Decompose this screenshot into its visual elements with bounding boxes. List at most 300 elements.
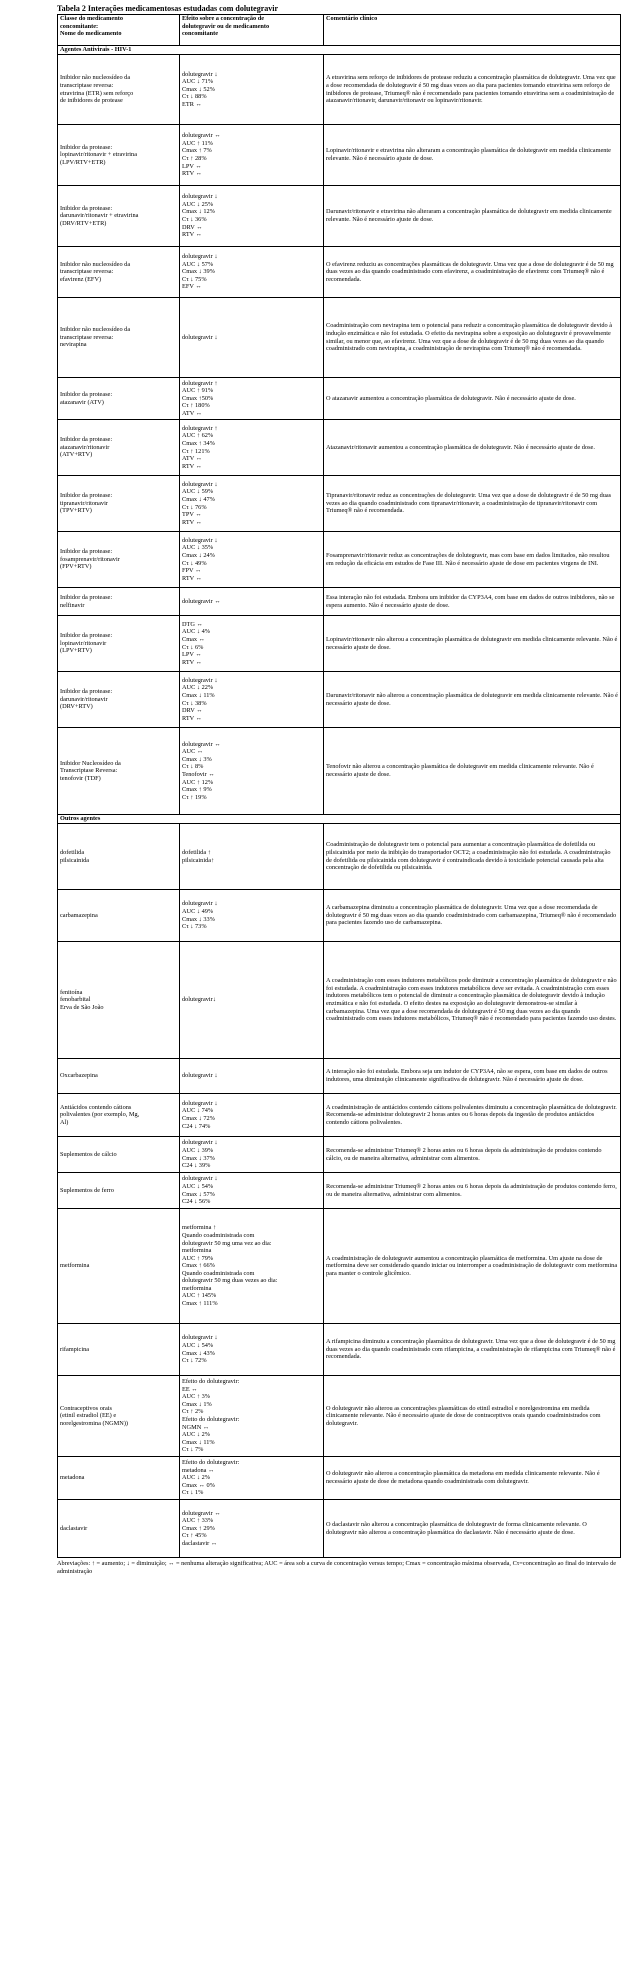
effect-line: Cτ ↑ 45% [182, 1532, 207, 1540]
effect-line: Cτ ↓ 73% [182, 923, 207, 931]
effect-line: Cmax ↑ 7% [182, 147, 212, 155]
drug-cell [58, 1173, 180, 1209]
effect-line: RTV ↔ [182, 518, 202, 526]
comment-cell [324, 588, 621, 616]
effect-cell [180, 1094, 324, 1137]
drug-cell [58, 1376, 180, 1457]
table-row [58, 728, 621, 815]
clinical-comment: Atazanavir/ritonavir aumentou a concentração plasmática de dolutegravir. Não é necessário ajuste de dose. [326, 443, 595, 451]
header-line: concomitante [182, 30, 219, 38]
effect-line: Cmax ↓ 47% [182, 495, 215, 503]
drug-name-line: Inibidor não nucleosídeo da [60, 260, 131, 268]
effect-line: Cmax ↓ 37% [182, 1154, 215, 1162]
clinical-comment: Coadministração com nevirapina tem o potencial para reduzir a concentração plasmática de dolutegravir devido à indução enzimática e não foi estudada. O efeito da nevirapina sobre a exposição ao dolutegravir é provavelmente similar, ou menor que, ao efavirenz. Uma vez que a dose de dolutegravir é de 50 mg duas vezes ao dia quando coadministrado com nevirapina, a coadministração de nevirapina com Triumeq® não é recomendada. [326, 322, 613, 353]
clinical-comment: A coadministração de dolutegravir aumentou a concentração plasmática de metformina. Um ajuste na dose de metformina deve ser considerado quando iniciar ou interromper a coadministração de dolutegravir com metformina para manter o controle glicêmico. [326, 1254, 618, 1277]
header-effect [180, 15, 324, 46]
effect-line: metadona ↔ [182, 1466, 215, 1474]
effect-line: AUC ↓ 71% [182, 78, 214, 86]
clinical-comment: O dolutegravir não alterou as concentrações plasmáticas do etinil estradiol e norelgestromina em medida clinicamente relevante. Não é necessário ajuste de dose de contraceptivos orais quando coadministrados com dolutegravir. [326, 1404, 601, 1427]
drug-name-line: Inibidor Nucleosídeo da [60, 759, 121, 767]
drug-cell [58, 420, 180, 476]
drug-name-line: (TPV+RTV) [60, 507, 92, 515]
header-line: Comentário clínico [326, 15, 378, 22]
effect-line: dolutegravir ↓ [182, 333, 218, 341]
section-header-row [58, 46, 621, 55]
effect-line: FPV ↔ [182, 567, 202, 575]
drug-name-line: darunavir/ritonavir + etravirina [60, 212, 139, 220]
effect-cell [180, 1457, 324, 1500]
interactions-table [57, 14, 621, 1558]
drug-name-line: Inibidor da protease: [60, 436, 113, 444]
effect-line: Cτ ↑ 28% [182, 155, 207, 162]
effect-line: RTV ↔ [182, 714, 202, 722]
effect-line: Cmax ↓ 1% [182, 1400, 212, 1408]
effect-cell [180, 588, 324, 616]
drug-cell [58, 298, 180, 378]
footnote: Abreviações: ↑ = aumento; ↓ = diminuição; ↔ = nenhuma alteração significativa; AUC = área sob a curva de concentração versus tempo; Cmax = concentração máxima observada, Cτ=concentração ao final do intervalo de administração [57, 1560, 617, 1575]
effect-line: LPV ↔ [182, 651, 202, 659]
drug-cell [58, 942, 180, 1059]
effect-line: Cτ ↓ 72% [182, 1357, 207, 1365]
effect-line: dolutegravir ↔ [182, 132, 221, 140]
drug-name-line: transcriptase reversa: [60, 333, 114, 341]
effect-cell [180, 942, 324, 1059]
table-row [58, 824, 621, 890]
effect-line: DRV ↔ [182, 707, 203, 715]
drug-name-line: Inibidor da protease: [60, 688, 113, 696]
effect-line: Quando coadministrada com [182, 1269, 255, 1277]
table-row [58, 1094, 621, 1137]
effect-line: Cmax ↓ 24% [182, 551, 215, 559]
table-row [58, 55, 621, 125]
clinical-comment: Lopinavir/ritonavir e etravirina não alteraram a concentração plasmática de dolutegravir em medida clinicamente relevante. Não é necessário ajuste de dose. [326, 147, 611, 162]
clinical-comment: A coadministração com esses indutores metabólicos pode diminuir a concentração plasmática de dolutegravir e não foi estudada. A coadministração com esses indutores metabólicos deve ser evitada. A coadministração com esses indutores metabólicos tem o potencial de diminuir a concentração plasmática de dolutegravir devido à indução enzimática e não foi estudada. O efeito destes na exposição ao dolutegravir demonstrou-se similar à carbamazepina. Uma vez que a dose recomendada de dolutegravir é 50 mg duas vezes ao dia quando coadministrado com esses indutores metabólicos, Triumeq® não é recomendado para pacientes fazendo uso destes. [326, 977, 617, 1023]
drug-cell [58, 55, 180, 125]
comment-cell [324, 1324, 621, 1376]
comment-cell [324, 476, 621, 532]
drug-cell [58, 588, 180, 616]
effect-cell [180, 824, 324, 890]
table-row [58, 476, 621, 532]
effect-line: ETR ↔ [182, 100, 202, 108]
effect-line: Cτ ↓ 76% [182, 503, 207, 511]
effect-line: dolutegravir ↓ [182, 1072, 218, 1080]
drug-name-line: transcriptase reversa: [60, 81, 114, 89]
effect-cell [180, 298, 324, 378]
comment-cell [324, 942, 621, 1059]
drug-cell [58, 824, 180, 890]
effect-line: TPV ↔ [182, 511, 202, 519]
effect-line: AUC ↑ 62% [182, 432, 214, 440]
drug-name-line: Suplementos de ferro [60, 1186, 114, 1194]
drug-cell [58, 186, 180, 247]
drug-cell [58, 672, 180, 728]
effect-line: metformina [182, 1247, 212, 1255]
table-row [58, 616, 621, 672]
comment-cell [324, 1059, 621, 1094]
comment-cell [324, 1500, 621, 1558]
effect-line: Quando coadministrada com [182, 1232, 255, 1240]
drug-cell [58, 890, 180, 942]
header-line: concomitante: [60, 22, 99, 30]
effect-line: dolutegravir ↓ [182, 193, 218, 201]
effect-line: EFV ↔ [182, 283, 202, 291]
comment-cell [324, 1376, 621, 1457]
effect-line: Cmax ↓ 52% [182, 85, 215, 93]
drug-name-line: Inibidor não nucleosídeo da [60, 74, 131, 82]
effect-line: AUC ↑ 91% [182, 387, 214, 395]
effect-line: dolutegravir ↔ [182, 597, 221, 605]
effect-line: Cτ ↑ 121% [182, 447, 210, 455]
effect-line: AUC ↓ 4% [182, 628, 210, 636]
effect-line: Cmax ↓ 3% [182, 755, 212, 763]
effect-cell [180, 378, 324, 420]
effect-cell [180, 616, 324, 672]
effect-cell [180, 1500, 324, 1558]
comment-cell [324, 1209, 621, 1324]
effect-line: Cτ ↓ 1% [182, 1489, 204, 1497]
effect-line: AUC ↓ 25% [182, 200, 214, 208]
clinical-comment: Darunavir/ritonavir não alterou a concentração plasmática de dolutegravir em medida clinicamente relevante. Não é necessário ajuste de dose. [326, 691, 618, 707]
drug-name-line: (DRV/RTV+ETR) [60, 219, 107, 227]
effect-line: ATV ↔ [182, 409, 203, 417]
effect-line: AUC ↓ 2% [182, 1431, 210, 1439]
comment-cell [324, 378, 621, 420]
drug-name-line: de inibidores de protease [60, 97, 123, 105]
comment-cell [324, 728, 621, 815]
effect-cell [180, 55, 324, 125]
effect-line: Cmax ↓ 57% [182, 1190, 215, 1198]
effect-line: AUC ↓ 59% [182, 488, 214, 496]
drug-cell [58, 1457, 180, 1500]
drug-cell [58, 378, 180, 420]
table-row [58, 588, 621, 616]
drug-name-line: lopinavir/ritonavir + etravirina [60, 151, 137, 159]
header-line: Nome do medicamento [60, 30, 122, 38]
table-row [58, 942, 621, 1059]
effect-line: AUC ↑ 33% [182, 1517, 214, 1525]
effect-cell [180, 1376, 324, 1457]
comment-cell [324, 1094, 621, 1137]
clinical-comment: A rifampicina diminuiu a concentração plasmática de dolutegravir. Uma vez que a dose de dolutegravir é de 50 mg duas vezes ao dia quando coadministrado com rifampicina, a coadministração de rifampicina com Triumeq® não é recomendada. [326, 1338, 616, 1361]
effect-line: dolutegravir ↓ [182, 676, 218, 684]
drug-name-line: tipranavir/ritonavir [60, 499, 108, 507]
effect-cell [180, 1059, 324, 1094]
table-row [58, 247, 621, 298]
drug-cell [58, 532, 180, 588]
comment-cell [324, 532, 621, 588]
effect-line: AUC ↔ [182, 748, 204, 756]
section-title: Agentes Antivirais - HIV-1 [58, 46, 621, 55]
header-line: dolutegravir ou de medicamento [182, 22, 270, 30]
drug-name-line: (LPV+RTV) [60, 647, 92, 655]
effect-cell [180, 186, 324, 247]
drug-name-line: lopinavir/ritonavir [60, 639, 107, 647]
effect-line: dolutegravir ↓ [182, 70, 218, 78]
comment-cell [324, 1457, 621, 1500]
effect-cell [180, 532, 324, 588]
effect-line: pilsicainida↑ [182, 856, 215, 864]
drug-name-line: rifampicina [60, 1345, 90, 1353]
effect-cell [180, 1324, 324, 1376]
drug-name-line: etravirina (ETR) sem reforço [60, 89, 134, 97]
effect-line: AUC ↓ 54% [182, 1182, 214, 1190]
clinical-comment: A carbamazepina diminuiu a concentração plasmática de dolutegravir. Uma vez que a dose recomendada de dolutegravir é 50 mg duas vezes ao dia quando coadministrado com carbamazepina, Triumeq® não é recomendado para pacientes fazendo uso de carbamazepina. [326, 904, 617, 927]
effect-line: metformina ↑ [182, 1224, 217, 1232]
comment-cell [324, 247, 621, 298]
effect-line: dolutegravir ↓ [182, 1334, 218, 1342]
effect-line: dolutegravir ↓ [182, 1175, 218, 1183]
effect-line: Cmax ↓ 11% [182, 691, 215, 699]
drug-name-line: Inibidor da protease: [60, 632, 113, 640]
drug-name-line: Inibidor da protease: [60, 548, 113, 556]
drug-cell [58, 1324, 180, 1376]
comment-cell [324, 55, 621, 125]
table-row [58, 1376, 621, 1457]
effect-line: DTG ↔ [182, 620, 203, 628]
drug-cell [58, 125, 180, 186]
drug-name-line: atazanavir/ritonavir [60, 443, 110, 451]
clinical-comment: Lopinavir/ritonavir não alterou a concentração plasmática de dolutegravir em medida clinicamente relevante. Não é necessário ajuste de dose. [326, 635, 618, 651]
effect-line: Efeito do dolutegravir: [182, 1416, 240, 1423]
effect-line: Cmax ↓ 12% [182, 208, 215, 216]
effect-line: Cmax ↓ 43% [182, 1349, 215, 1357]
effect-line: dolutegravir 50 mg uma vez ao dia: [182, 1239, 272, 1247]
drug-cell [58, 247, 180, 298]
table-row [58, 1059, 621, 1094]
drug-name-line: Suplementos de cálcio [60, 1150, 117, 1158]
comment-cell [324, 298, 621, 378]
effect-line: AUC ↑ 145% [182, 1292, 217, 1300]
effect-line: AUC ↑ 11% [182, 139, 213, 147]
drug-name-line: (DRV+RTV) [60, 703, 93, 711]
effect-line: Efeito do dolutegravir: [182, 1459, 240, 1467]
effect-cell [180, 476, 324, 532]
drug-name-line: Inibidor da protease: [60, 593, 113, 601]
drug-name-line: fosamprenavir/ritonavir [60, 555, 120, 563]
clinical-comment: A interação não foi estudada. Embora seja um indutor de CYP3A4, não se espera, com base em dados de outros indutores, uma diminuição clinicamente significativa de dolutegravir. Não é necessário ajuste de dose. [326, 1068, 608, 1083]
drug-name-line: Oxcarbazepina [60, 1072, 98, 1080]
effect-cell [180, 1209, 324, 1324]
effect-line: Cτ ↓ 6% [182, 643, 204, 651]
effect-line: Cmax ↑ 66% [182, 1262, 215, 1270]
table-row [58, 1209, 621, 1324]
effect-line: dolutegravir 50 mg duas vezes ao dia: [182, 1277, 278, 1285]
drug-name-line: fenitoína [60, 988, 83, 996]
effect-line: RTV ↔ [182, 574, 202, 582]
table-caption: Tabela 2 Interações medicamentosas estudadas com dolutegravir [57, 4, 279, 13]
drug-name-line: dofetilida [60, 848, 85, 856]
effect-line: Cmax ↓ 72% [182, 1115, 215, 1122]
drug-name-line: carbamazepina [60, 911, 98, 919]
table-row [58, 1457, 621, 1500]
header-line: Efeito sobre a concentração de [182, 15, 265, 22]
drug-name-line: efavirenz (EFV) [60, 275, 102, 283]
effect-line: AUC ↑ 12% [182, 778, 214, 786]
effect-line: AUC ↓ 39% [182, 1146, 214, 1154]
effect-line: dolutegravir ↓ [182, 480, 218, 488]
drug-name-line: Inibidor da protease: [60, 204, 113, 212]
effect-line: Cτ ↓ 49% [182, 559, 207, 567]
effect-cell [180, 247, 324, 298]
header-comment [324, 15, 621, 46]
table-row [58, 1324, 621, 1376]
effect-line: Cmax ↑50% [182, 394, 214, 402]
effect-line: C24 ↓ 56% [182, 1198, 211, 1206]
section-title: Outros agentes [58, 815, 621, 824]
effect-line: dolutegravir ↔ [182, 1509, 221, 1517]
effect-cell [180, 728, 324, 815]
drug-name-line: nelfinavir [60, 601, 85, 609]
effect-line: AUC ↓ 57% [182, 260, 214, 268]
effect-line: dolutegravir ↔ [182, 740, 221, 748]
effect-line: Cmax ↔ [182, 635, 205, 643]
effect-line: Cmax ↑ 9% [182, 786, 212, 794]
comment-cell [324, 1173, 621, 1209]
drug-cell [58, 728, 180, 815]
effect-line: dolutegravir ↓ [182, 900, 218, 908]
effect-line: Cmax ↓ 11% [182, 1438, 215, 1446]
drug-name-line: daclastavir [60, 1524, 88, 1532]
effect-line: dolutegravir ↓ [182, 536, 218, 544]
comment-cell [324, 186, 621, 247]
table-row [58, 378, 621, 420]
effect-line: AUC ↑ 3% [182, 1393, 210, 1401]
clinical-comment: O daclastavir não alterou a concentração plasmática de dolutegravir de forma clinicamente relevante. O dolutegravir não alterou a concentração plasmática do daclastavir. Não é necessário ajuste de dose. [326, 1520, 587, 1536]
effect-cell [180, 1137, 324, 1173]
drug-name-line: tenofovir (TDF) [60, 774, 101, 782]
clinical-comment: Recomenda-se administrar Triumeq® 2 horas antes ou 6 horas depois da administração de produtos contendo ferro, ou de maneira alternativa, administrar com alimentos. [326, 1182, 617, 1198]
effect-line: RTV ↔ [182, 462, 202, 470]
clinical-comment: A coadministração de antiácidos contendo cátions polivalentes diminuiu a concentração plasmática de dolutegravir. Recomenda-se administrar dolutegravir 2 horas antes ou 6 horas depois da ingestão de produtos antiácidos contendo cátions polivalentes. [326, 1103, 617, 1126]
comment-cell [324, 125, 621, 186]
effect-line: Cτ ↓ 38% [182, 699, 207, 707]
effect-line: Cτ ↑ 19% [182, 793, 207, 801]
effect-line: dolutegravir ↓ [182, 253, 218, 261]
header-row [58, 15, 621, 46]
effect-line: Cτ ↓ 75% [182, 275, 207, 283]
drug-name-line: Inibidor da protease: [60, 390, 113, 398]
table-row [58, 1137, 621, 1173]
drug-name-line: Transcriptase Reversa: [60, 767, 118, 775]
clinical-comment: Coadministração de dolutegravir tem o potencial para aumentar a concentração plasmática de dofetilida ou pilsicainida por meio da inibição do transportador OCT2; a coadministração não foi estudada. A coadministração de dofetilida ou pilsicainida com dolutegravir é contraindicada devido à toxicidade potencial causada pela alta concentração de dofetilida ou pilsicainida. [326, 841, 611, 872]
effect-line: RTV ↔ [182, 231, 202, 239]
effect-line: AUC ↓ 49% [182, 907, 214, 915]
effect-line: Cτ ↓ 88% [182, 93, 207, 101]
effect-cell [180, 1173, 324, 1209]
effect-line: Cτ ↓ 7% [182, 1446, 204, 1454]
clinical-comment: Essa interação não foi estudada. Embora um inibidor da CYP3A4, com base em dados de outros inibidores, não se espera aumento. Não é necessário ajuste de dose. [326, 593, 615, 609]
drug-cell [58, 476, 180, 532]
clinical-comment: Darunavir/ritonavir e etravirina não alteraram a concentração plasmática de dolutegravir em medida clinicamente relevante. Não é necessário ajuste de dose. [326, 208, 612, 223]
section-header-row [58, 815, 621, 824]
table-row [58, 186, 621, 247]
drug-cell [58, 1137, 180, 1173]
document [57, 4, 620, 1575]
effect-line: Cmax ↓ 39% [182, 268, 215, 276]
table-row [58, 672, 621, 728]
drug-name-line: (FPV+RTV) [60, 563, 92, 571]
effect-line: Efeito do dolutegravir: [182, 1378, 240, 1386]
drug-name-line: Antiácidos contendo cátions [60, 1103, 132, 1111]
clinical-comment: O dolutegravir não alterou a concentração plasmática da metadona em medida clinicamente relevante. Não é necessário ajuste de dose de metadona quando coadministrada com dolutegravir. [326, 1470, 600, 1485]
effect-line: AUC ↓ 74% [182, 1107, 214, 1115]
table-row [58, 890, 621, 942]
effect-line: AUC ↑ 79% [182, 1254, 214, 1262]
drug-name-line: Inibidor da protease: [60, 492, 113, 500]
effect-line: Cmax ↑ 34% [182, 439, 215, 447]
effect-line: ATV ↔ [182, 455, 203, 463]
drug-name-line: transcriptase reversa: [60, 268, 114, 276]
comment-cell [324, 616, 621, 672]
clinical-comment: O efavirenz reduziu as concentrações plasmáticas de dolutegravir. Uma vez que a dose de dolutegravir é de 50 mg duas vezes ao dia quando coadministrado com efavirenz, a coadministração de efavirenz com Triumeq® não é recomendada. [326, 260, 614, 283]
clinical-comment: Recomenda-se administrar Triumeq® 2 horas antes ou 6 horas depois da administração de produtos contendo cálcio, ou de maneira alternativa, administrar com alimentos. [326, 1146, 602, 1162]
clinical-comment: A etravirina sem reforço de inibidores de protease reduziu a concentração plasmática de dolutegravir. Uma vez que a dose recomendada de dolutegravir é 50 mg duas vezes ao dia para pacientes tomando etravirina sem reforço de inibidores de protease, Triumeq® não é recomendado para pacientes tomando etravirina sem a coadministração de atazanavir/ritonavir, darunavir/ritonavir ou lopinavir/ritonavir. [326, 74, 616, 105]
effect-line: NGMN ↔ [182, 1423, 210, 1431]
table-row [58, 1500, 621, 1558]
effect-cell [180, 672, 324, 728]
effect-line: dolutegravir ↓ [182, 1099, 218, 1107]
table-row [58, 420, 621, 476]
comment-cell [324, 824, 621, 890]
effect-cell [180, 125, 324, 186]
drug-name-line: Inibidor da protease: [60, 143, 113, 151]
effect-line: Cmax ↑ 29% [182, 1524, 215, 1532]
drug-cell [58, 1059, 180, 1094]
effect-line: AUC ↓ 22% [182, 684, 214, 692]
drug-name-line: (ATV+RTV) [60, 451, 93, 459]
table-row [58, 1173, 621, 1209]
header-line: Classe do medicamento [60, 15, 123, 22]
drug-cell [58, 616, 180, 672]
effect-line: Cτ ↑ 180% [182, 402, 210, 410]
clinical-comment: Tipranavir/ritonavir reduz as concentrações de dolutegravir. Uma vez que a dose de dolutegravir é de 50 mg duas vezes ao dia quando coadministrado com tipranavir/ritonavir, a coadministração de tipranavir/ritonavir com Triumeq® não é recomendada. [326, 492, 612, 515]
effect-cell [180, 890, 324, 942]
effect-line: Cτ ↓ 8% [182, 763, 204, 771]
effect-line: RTV ↔ [182, 658, 202, 666]
drug-name-line: pilsicainida [60, 856, 90, 864]
effect-line: dofetilida ↑ [182, 848, 211, 856]
clinical-comment: Tenofovir não alterou a concentração plasmática de dolutegravir em medida clinicamente relevante. Não é necessário ajuste de dose. [326, 763, 594, 778]
drug-name-line: atazanavir (ATV) [60, 398, 104, 406]
effect-line: dolutegravir↓ [182, 996, 216, 1004]
drug-name-line: metformina [60, 1262, 90, 1270]
effect-line: dolutegravir ↑ [182, 379, 218, 387]
effect-line: AUC ↓ 54% [182, 1341, 214, 1349]
drug-name-line: nevirapina [60, 341, 87, 349]
comment-cell [324, 1137, 621, 1173]
effect-line: Cmax ↑ 111% [182, 1299, 218, 1307]
drug-cell [58, 1500, 180, 1558]
comment-cell [324, 420, 621, 476]
clinical-comment: Fosamprenavir/ritonavir reduz as concentrações de dolutegravir, mas com base em dados limitados, não resultou em redução da eficácia em estudos de Fase III. Não é necessário ajuste de dose em pacientes virgens de INI. [326, 551, 610, 567]
drug-name-line: polivalentes (por exemplo, Mg, [60, 1111, 140, 1119]
effect-cell [180, 420, 324, 476]
effect-line: AUC ↓ 2% [182, 1474, 210, 1482]
effect-line: RTV ↔ [182, 170, 202, 178]
drug-name-line: Al) [60, 1118, 69, 1126]
drug-name-line: norelgestromina (NGMN)) [60, 1419, 129, 1427]
effect-line: Cτ ↓ 36% [182, 216, 207, 223]
table-body [58, 46, 621, 1558]
drug-name-line: Contraceptivos orais [60, 1404, 112, 1412]
drug-name-line: metadona [60, 1474, 85, 1482]
effect-line: Cτ ↑ 2% [182, 1408, 204, 1416]
table-row [58, 298, 621, 378]
table-row [58, 125, 621, 186]
effect-line: dolutegravir ↓ [182, 1139, 218, 1147]
drug-name-line: Erva de São João [60, 1003, 104, 1011]
